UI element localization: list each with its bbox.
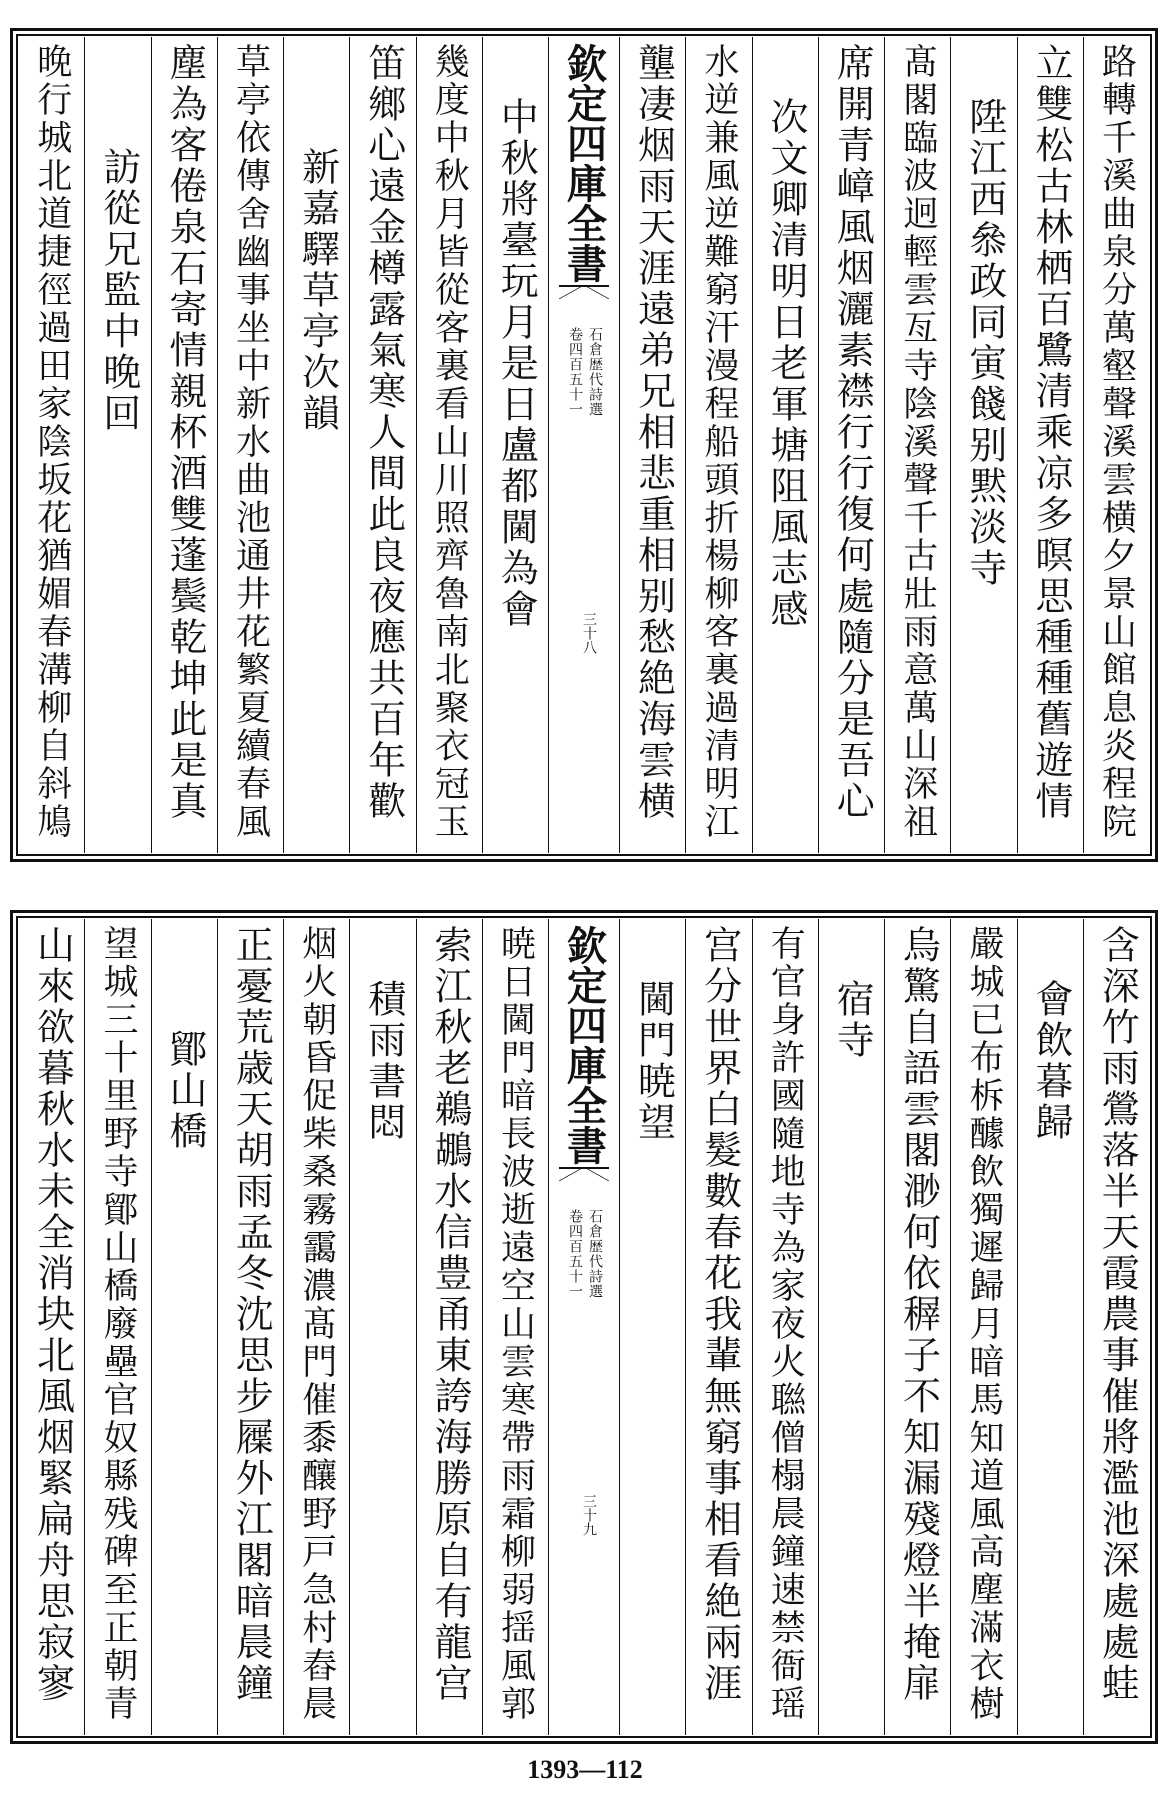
column	[752, 37, 818, 853]
page-footer-number: 1393—112	[527, 1755, 643, 1784]
poem-title: 中秋將臺玩月是日盧都閫為會	[494, 97, 539, 630]
column	[416, 919, 482, 1735]
verse-line: 壟凄烟雨天涯遠弟兄相悲重相别愁絶海雲横	[631, 43, 676, 822]
column	[685, 919, 751, 1735]
column	[482, 919, 548, 1735]
column	[283, 37, 349, 853]
verse-line: 烏驚自語雲閣渺何依稺子不知漏殘燈半掩扉	[896, 925, 941, 1704]
center-gutter	[548, 37, 619, 853]
verse-line: 立雙松古林栖百鷺清乘凉多暝思種種舊遊情	[1028, 43, 1073, 822]
verse-line: 水逆兼風逆難窮汗漫程船頭折楊柳客裏過清明江	[699, 43, 739, 841]
verse-line: 索江秋老鵜鶘水信豊甬東誇海勝原自有龍宫	[427, 925, 472, 1704]
verse-line: 暁日閫門暗長波逝遠空山雲寒帶雨霜柳弱揺風郭	[495, 925, 536, 1723]
column	[84, 919, 150, 1735]
center-gutter	[548, 919, 619, 1735]
verse-line: 晚行城北道捷徑過田家陰坂花猶媚春溝柳自斜鳩	[31, 43, 72, 841]
column	[151, 37, 217, 853]
column	[619, 919, 685, 1735]
poem-title: 陞江西叅政同寅餞别黙淡寺	[962, 97, 1007, 589]
column	[1083, 919, 1149, 1735]
column	[950, 37, 1016, 853]
column	[217, 919, 283, 1735]
verse-line: 宫分世界白髮數春花我輩無窮事相看絶兩涯	[697, 925, 742, 1704]
verse-line: 髙閣臨波迥輕雲亙寺陰溪聲千古壯雨意萬山深祖	[897, 43, 938, 841]
column	[1017, 919, 1083, 1735]
collection-title: 石倉歴代詩選	[587, 1209, 603, 1299]
verse-line: 嚴城已布柝醵飲獨遲歸月暗馬知道風高塵滿衣樹	[964, 925, 1004, 1723]
column	[151, 919, 217, 1735]
collection-title: 石倉歴代詩選	[587, 327, 603, 417]
column	[818, 919, 884, 1735]
column	[217, 37, 283, 853]
column	[884, 919, 950, 1735]
column	[349, 37, 415, 853]
column	[752, 919, 818, 1735]
folio-number: 三十八	[581, 612, 597, 654]
column	[1017, 37, 1083, 853]
fishtail-mark	[559, 285, 609, 305]
bottom-columns	[19, 919, 1149, 1735]
poem-title: 次文卿清明日老軍塘阻風志感	[763, 97, 808, 630]
verse-line: 含深竹雨鶯落半天霞農事催將濫池深處處蛙	[1095, 925, 1140, 1704]
poem-title: 新嘉驛草亭次韻	[295, 147, 340, 434]
verse-line: 望城三十里野寺鄮山橋廢壘官奴縣残碑至正朝青	[98, 925, 138, 1723]
column	[818, 37, 884, 853]
column	[283, 919, 349, 1735]
verse-line: 幾度中秋月皆從客裏看山川照齊魯南北聚衣冠玉	[429, 43, 470, 841]
poem-title: 訪從兄監中晚回	[96, 147, 141, 434]
verse-line: 草亭依傳舍幽事坐中新水曲池通井花繁夏續春風	[230, 43, 271, 841]
poem-title: 鄮山橋	[162, 1029, 207, 1152]
verse-line: 塵為客倦泉石寄情親杯酒雙蓬鬓乾坤此是真	[162, 43, 207, 822]
verse-line: 正憂荒歳天胡雨孟冬沈思步屧外江閣暗晨鐘	[229, 925, 274, 1704]
column	[416, 37, 482, 853]
verse-line: 席開青嶂風烟灑素襟行行復何處隨分是吾心	[830, 43, 875, 822]
poem-title: 宿寺	[830, 979, 875, 1061]
column	[950, 919, 1016, 1735]
bottom-page	[10, 910, 1158, 1744]
book-title: 欽定四庫全書	[560, 43, 608, 283]
column	[685, 37, 751, 853]
volume-number: 卷四百五十一	[567, 327, 583, 417]
top-page	[10, 28, 1158, 862]
poem-title: 閫門暁望	[631, 979, 676, 1143]
top-columns	[19, 37, 1149, 853]
column	[619, 37, 685, 853]
verse-line: 笛鄉心遠金樽露氣寒人間此良夜應共百年歡	[361, 43, 406, 822]
verse-line: 路轉千溪曲泉分萬壑聲溪雲横夕景山館息炎程院	[1096, 43, 1137, 841]
folio-number: 三十九	[581, 1494, 597, 1536]
poem-title: 積雨書悶	[361, 979, 406, 1143]
column	[19, 919, 84, 1735]
column	[884, 37, 950, 853]
column	[84, 37, 150, 853]
book-title: 欽定四庫全書	[560, 925, 608, 1165]
column	[349, 919, 415, 1735]
fishtail-mark	[559, 1167, 609, 1187]
poem-title: 會飲暮歸	[1028, 979, 1073, 1143]
verse-line: 烟火朝昏促柴桑霧靄濃髙門催黍釀野戸急村舂晨	[296, 925, 337, 1723]
column	[1083, 37, 1149, 853]
column	[482, 37, 548, 853]
verse-line: 有官身許國隨地寺為家夜火聮僧榻晨鐘速禁衙瑶	[765, 925, 806, 1723]
column	[19, 37, 84, 853]
volume-number: 卷四百五十一	[567, 1209, 583, 1299]
verse-line: 山來欲暮秋水未全消块北風烟緊扁舟思寂寥	[30, 925, 75, 1704]
